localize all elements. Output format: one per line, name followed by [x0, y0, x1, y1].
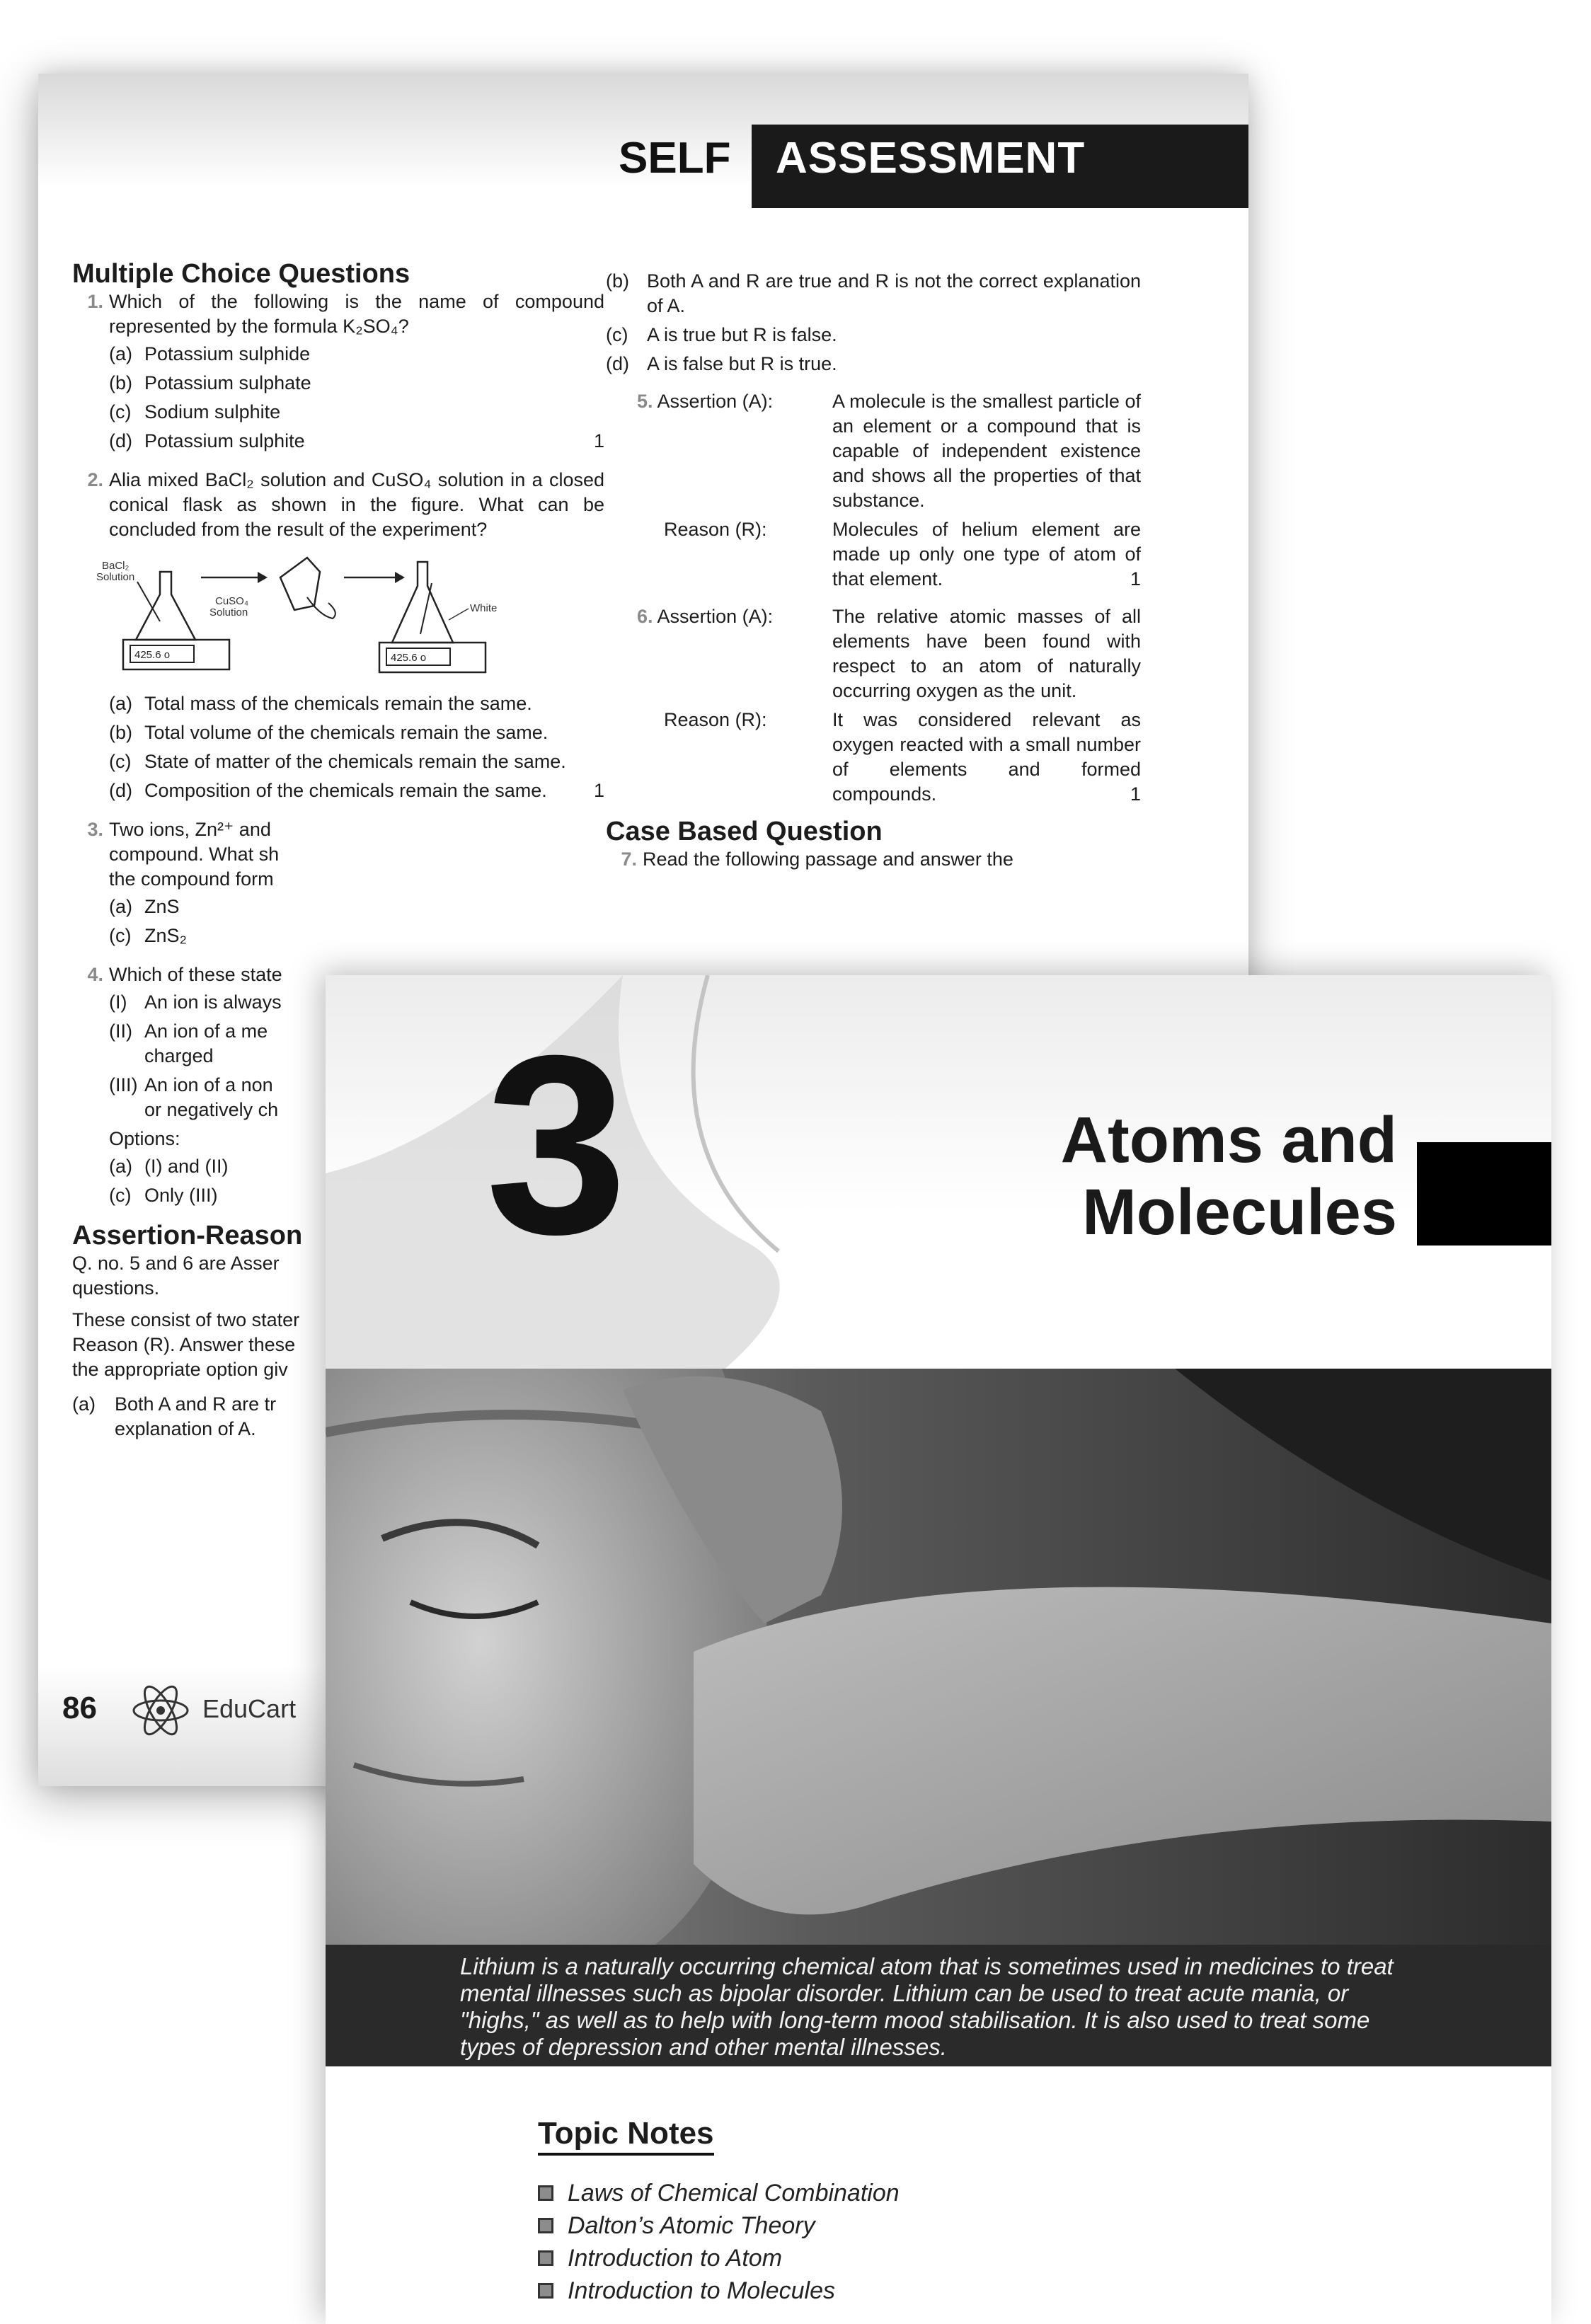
topic-notes-heading: Topic Notes: [538, 2116, 714, 2156]
question-text: Read the following passage and answer the: [643, 849, 1013, 870]
option-text: Potassium sulphite: [144, 430, 305, 451]
assertion-title: Assertion-Reason: [72, 1221, 303, 1250]
question-number: 6.: [637, 606, 653, 627]
marks: 1: [1130, 568, 1141, 589]
topic-label: Introduction to Atom: [568, 2245, 783, 2272]
figure-label-white: White: [470, 602, 498, 614]
option: [606, 269, 1141, 318]
option-letter: (c): [109, 401, 132, 422]
chapter-title-block: [1417, 1142, 1551, 1246]
page-number: 86: [62, 1691, 97, 1725]
question-text: Which of these state: [109, 964, 282, 985]
flask-icon: [392, 562, 453, 643]
figure-label-solution: Solution: [96, 571, 135, 583]
option: [109, 720, 604, 745]
question-text: Alia mixed BaCl₂ solution and CuSO₄ solution in a closed conical flask as shown in the figure. What can be concluded from the result of the experiment?: [109, 469, 604, 540]
reason-text: It was considered relevant as oxygen reacted with a small number of elements and formed compounds.: [832, 709, 1141, 805]
option-letter: (b): [109, 372, 132, 393]
flask-icon: [136, 572, 195, 640]
option: [109, 924, 604, 948]
option-text: Both A and R are tr: [115, 1393, 277, 1415]
option-text: Composition of the chemicals remain the same.: [144, 780, 547, 801]
reason-text: Molecules of helium element are made up only one type of atom of that element.: [832, 519, 1141, 589]
topic-item: [538, 2242, 900, 2274]
question-text: compound. What sh: [109, 844, 280, 865]
statement-text: An ion is always: [144, 991, 282, 1013]
chapter-title: [1061, 1104, 1397, 1248]
marks: 1: [1130, 783, 1141, 805]
question-number: 4.: [87, 964, 103, 985]
option-letter: (c): [109, 925, 132, 946]
header-self: SELF: [619, 134, 731, 183]
question-number: 7.: [621, 849, 637, 870]
assertion-intro: Q. no. 5 and 6 are Asser: [72, 1253, 280, 1274]
assertion-instructions: Reason (R). Answer these: [72, 1334, 296, 1355]
assertion-intro: questions.: [72, 1277, 160, 1299]
topic-item: [538, 2274, 900, 2307]
option-letter: (a): [109, 693, 132, 714]
question-text: the compound form: [109, 868, 274, 890]
assertion-instructions: the appropriate option giv: [72, 1359, 288, 1380]
balance-reading: 425.6 o: [134, 649, 171, 661]
header-assessment: ASSESSMENT: [776, 134, 1086, 183]
option: [109, 894, 604, 919]
topic-label: Dalton’s Atomic Theory: [568, 2212, 815, 2239]
option-letter: (c): [109, 751, 132, 772]
hand-icon: [307, 597, 335, 619]
option-text: (I) and (II): [144, 1156, 229, 1177]
option-text: ZnS₂: [144, 925, 187, 946]
assertion-label: Assertion (A):: [657, 606, 774, 627]
question-5: [606, 389, 1141, 592]
mcq-title: Multiple Choice Questions: [72, 259, 410, 289]
assertion-instructions: These consist of two stater: [72, 1309, 300, 1330]
reason-label: Reason (R):: [664, 519, 767, 540]
option: [109, 371, 604, 396]
question-text: Which of the following is the name of compound represented by the formula K₂SO₄?: [109, 291, 604, 337]
option-text: ZnS: [144, 896, 180, 917]
square-bullet-icon: [538, 2185, 553, 2201]
reason-row: [637, 517, 1141, 592]
option-text: A is false but R is true.: [647, 353, 837, 374]
question-1: [72, 289, 604, 458]
brand-name: EduCart: [202, 1694, 297, 1723]
option-text: Potassium sulphide: [144, 343, 311, 364]
option-letter: (c): [109, 1185, 132, 1206]
option-text: Total mass of the chemicals remain the same.: [144, 693, 532, 714]
woman-covering-ears-photo: [326, 1369, 1551, 1977]
question-3: [72, 817, 604, 953]
right-column: [606, 266, 1141, 872]
statement-number: (I): [109, 991, 127, 1013]
chapter-title-line: Molecules: [1082, 1176, 1397, 1248]
option: [109, 691, 604, 716]
option-text: explanation of A.: [115, 1418, 256, 1439]
option-letter: (b): [606, 270, 629, 292]
figure-label-bacl2: BaCl₂: [102, 560, 130, 572]
option-letter: (b): [109, 722, 132, 743]
option-letter: (d): [109, 780, 132, 801]
assertion-text: A molecule is the smallest particle of an element or a compound that is capable of independent existence and shows all the properties of that substance.: [832, 391, 1141, 511]
option-letter: (a): [109, 1156, 132, 1177]
option-letter: (d): [606, 353, 629, 374]
option-text: Total volume of the chemicals remain the same.: [144, 722, 548, 743]
marks: 1: [593, 430, 604, 451]
option-text: Sodium sulphite: [144, 401, 281, 422]
topic-item: [538, 2177, 900, 2209]
topic-label: Introduction to Molecules: [568, 2277, 835, 2304]
topic-item: [538, 2209, 900, 2242]
case-based-title: Case Based Question: [606, 817, 883, 846]
figure-label-cuso4: CuSO₄: [215, 595, 248, 607]
question-number: 5.: [637, 391, 653, 412]
photo-caption: Lithium is a naturally occurring chemical atom that is sometimes used in medicines to treat mental illnesses such as bipolar disorder. Lithium can be used to treat acute mania, or "highs," as well as to help with long-term mood stabilisation. It is also used to treat some types of depression and other mental illnesses.: [460, 1953, 1394, 2060]
statement-number: (II): [109, 1020, 132, 1042]
option: [109, 778, 604, 803]
option-text: Only (III): [144, 1185, 218, 1206]
question-7: [606, 847, 1141, 872]
topic-label: Laws of Chemical Combination: [568, 2180, 900, 2207]
statement-text: or negatively ch: [144, 1099, 279, 1120]
option-letter: (d): [109, 430, 132, 451]
assertion-row: [637, 604, 1141, 703]
square-bullet-icon: [538, 2283, 553, 2299]
option-letter: (a): [109, 896, 132, 917]
option-text: A is true but R is false.: [647, 324, 837, 345]
assertion-row: [637, 389, 1141, 513]
options-label: Options:: [109, 1128, 180, 1149]
chapter-number: 3: [486, 1003, 628, 1287]
square-bullet-icon: [538, 2250, 553, 2266]
option: [109, 429, 604, 454]
option-text: Both A and R are true and R is not the correct explanation of A.: [647, 270, 1141, 316]
statement-text: An ion of a me: [144, 1020, 268, 1042]
option-text: State of matter of the chemicals remain the same.: [144, 751, 566, 772]
option: [606, 323, 1141, 347]
assertion-label: Assertion (A):: [657, 391, 774, 412]
question-2: [72, 468, 604, 807]
option: [109, 400, 604, 425]
statement-number: (III): [109, 1074, 138, 1095]
assertion-text: The relative atomic masses of all elements have been found with respect to an atom of naturally occurring oxygen as the unit.: [832, 606, 1141, 701]
question-number: 3.: [87, 819, 103, 840]
question-6: [606, 604, 1141, 807]
flask-shaking-icon: [280, 558, 320, 610]
question-number: 2.: [87, 469, 103, 490]
option: [606, 352, 1141, 376]
question-text: Two ions, Zn²⁺ and: [109, 819, 271, 840]
chapter-title-line: Atoms and: [1060, 1104, 1397, 1176]
option-text: Potassium sulphate: [144, 372, 311, 393]
atom-logo-icon: [129, 1679, 193, 1742]
topic-list: [538, 2177, 900, 2307]
statement-text: charged: [144, 1045, 214, 1066]
square-bullet-icon: [538, 2218, 553, 2233]
option: [109, 342, 604, 367]
marks: 1: [593, 780, 604, 801]
reason-label: Reason (R):: [664, 709, 767, 730]
question-number: 1.: [87, 291, 103, 312]
figure-label-solution: Solution: [209, 606, 248, 619]
flask-experiment-figure: [95, 551, 534, 678]
option-letter: (a): [72, 1393, 96, 1415]
option-letter: (c): [606, 324, 628, 345]
option-letter: (a): [109, 343, 132, 364]
chapter-page: [326, 975, 1551, 2324]
option: [109, 749, 604, 774]
balance-reading: 425.6 o: [391, 652, 427, 664]
reason-row: [637, 708, 1141, 807]
statement-text: An ion of a non: [144, 1074, 273, 1095]
